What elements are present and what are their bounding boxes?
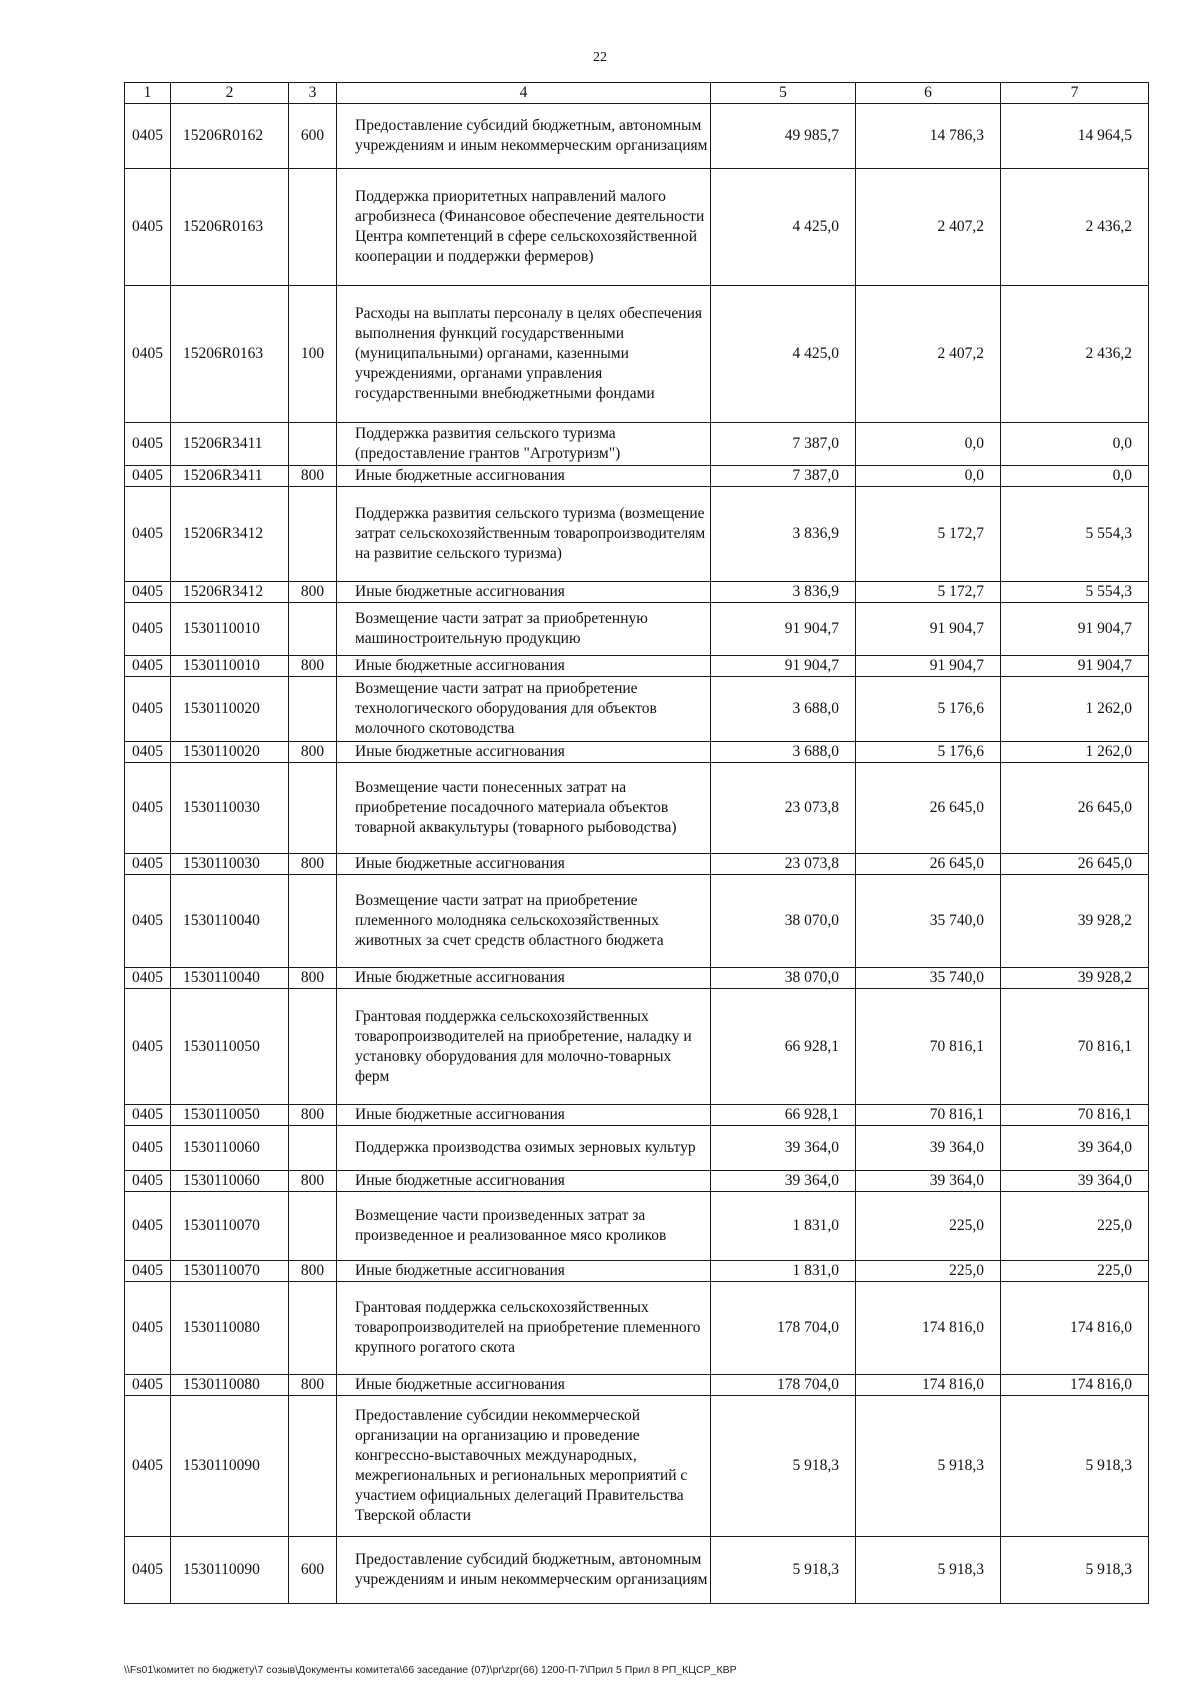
cell-amount-1: 3 688,0 xyxy=(711,742,856,763)
cell-name: Иные бюджетные ассигнования xyxy=(337,968,711,989)
cell-target-article: 1530110060 xyxy=(171,1171,289,1192)
cell-amount-3: 225,0 xyxy=(1001,1192,1149,1261)
table-row xyxy=(125,968,1149,989)
cell-amount-1: 4 425,0 xyxy=(711,169,856,286)
cell-amount-3: 5 554,3 xyxy=(1001,582,1149,603)
cell-amount-2: 91 904,7 xyxy=(856,656,1001,677)
cell-expense-type: 600 xyxy=(289,104,337,169)
cell-expense-type: 800 xyxy=(289,1375,337,1396)
table-header-row xyxy=(125,83,1149,104)
cell-razdel: 0405 xyxy=(125,1105,171,1126)
cell-razdel: 0405 xyxy=(125,1282,171,1375)
cell-target-article: 1530110020 xyxy=(171,677,289,742)
cell-target-article: 15206R3412 xyxy=(171,582,289,603)
cell-amount-1: 3 836,9 xyxy=(711,487,856,582)
cell-name: Возмещение части затрат за приобретенную машиностроительную продукцию xyxy=(337,603,711,656)
table-row xyxy=(125,1126,1149,1171)
cell-name: Иные бюджетные ассигнования xyxy=(337,854,711,875)
cell-amount-3: 5 918,3 xyxy=(1001,1396,1149,1537)
cell-expense-type: 800 xyxy=(289,582,337,603)
cell-razdel: 0405 xyxy=(125,169,171,286)
cell-razdel: 0405 xyxy=(125,487,171,582)
table-row xyxy=(125,656,1149,677)
cell-amount-2: 5 918,3 xyxy=(856,1396,1001,1537)
cell-target-article: 1530110070 xyxy=(171,1261,289,1282)
cell-amount-1: 39 364,0 xyxy=(711,1171,856,1192)
cell-expense-type xyxy=(289,1192,337,1261)
budget-table xyxy=(124,82,1149,1604)
cell-expense-type: 800 xyxy=(289,1171,337,1192)
cell-amount-2: 39 364,0 xyxy=(856,1126,1001,1171)
cell-expense-type xyxy=(289,989,337,1105)
table-row xyxy=(125,1171,1149,1192)
table-row xyxy=(125,1537,1149,1604)
cell-amount-2: 0,0 xyxy=(856,423,1001,466)
cell-name: Предоставление субсидий бюджетным, автономным учреждениям и иным некоммерческим организациям xyxy=(337,1537,711,1604)
table-row xyxy=(125,763,1149,854)
cell-amount-1: 7 387,0 xyxy=(711,423,856,466)
table-row xyxy=(125,1105,1149,1126)
table-row xyxy=(125,1282,1149,1375)
cell-razdel: 0405 xyxy=(125,104,171,169)
column-header: 3 xyxy=(289,83,337,104)
cell-amount-1: 23 073,8 xyxy=(711,854,856,875)
cell-amount-1: 5 918,3 xyxy=(711,1537,856,1604)
cell-amount-3: 26 645,0 xyxy=(1001,854,1149,875)
cell-name: Грантовая поддержка сельскохозяйственных товаропроизводителей на приобретение племенного крупного рогатого скота xyxy=(337,1282,711,1375)
cell-amount-3: 5 918,3 xyxy=(1001,1537,1149,1604)
cell-expense-type xyxy=(289,1282,337,1375)
cell-amount-1: 4 425,0 xyxy=(711,286,856,423)
table-row xyxy=(125,582,1149,603)
cell-razdel: 0405 xyxy=(125,1396,171,1537)
cell-expense-type xyxy=(289,1396,337,1537)
cell-amount-2: 2 407,2 xyxy=(856,286,1001,423)
cell-target-article: 1530110040 xyxy=(171,968,289,989)
cell-expense-type: 800 xyxy=(289,1261,337,1282)
cell-amount-2: 70 816,1 xyxy=(856,1105,1001,1126)
cell-amount-3: 70 816,1 xyxy=(1001,989,1149,1105)
column-header: 1 xyxy=(125,83,171,104)
column-header: 5 xyxy=(711,83,856,104)
cell-razdel: 0405 xyxy=(125,1375,171,1396)
cell-amount-2: 174 816,0 xyxy=(856,1375,1001,1396)
cell-razdel: 0405 xyxy=(125,582,171,603)
cell-amount-2: 225,0 xyxy=(856,1192,1001,1261)
table-row xyxy=(125,603,1149,656)
table-row xyxy=(125,677,1149,742)
cell-expense-type xyxy=(289,875,337,968)
table-row xyxy=(125,875,1149,968)
cell-name: Поддержка производства озимых зерновых культур xyxy=(337,1126,711,1171)
table-row xyxy=(125,286,1149,423)
cell-amount-3: 2 436,2 xyxy=(1001,286,1149,423)
column-header: 4 xyxy=(337,83,711,104)
cell-amount-3: 39 364,0 xyxy=(1001,1126,1149,1171)
table-row xyxy=(125,169,1149,286)
table-row xyxy=(125,742,1149,763)
table-row xyxy=(125,423,1149,466)
cell-expense-type: 800 xyxy=(289,466,337,487)
cell-target-article: 15206R0163 xyxy=(171,286,289,423)
cell-razdel: 0405 xyxy=(125,854,171,875)
cell-razdel: 0405 xyxy=(125,1537,171,1604)
cell-name: Поддержка развития сельского туризма (предоставление грантов "Агротуризм") xyxy=(337,423,711,466)
cell-expense-type: 800 xyxy=(289,854,337,875)
cell-amount-1: 178 704,0 xyxy=(711,1375,856,1396)
cell-target-article: 1530110010 xyxy=(171,656,289,677)
cell-name: Грантовая поддержка сельскохозяйственных товаропроизводителей на приобретение, наладку и установку оборудования для молочно-товарных ферм xyxy=(337,989,711,1105)
cell-target-article: 1530110070 xyxy=(171,1192,289,1261)
cell-amount-1: 39 364,0 xyxy=(711,1126,856,1171)
cell-amount-2: 225,0 xyxy=(856,1261,1001,1282)
cell-name: Возмещение части произведенных затрат за произведенное и реализованное мясо кроликов xyxy=(337,1192,711,1261)
cell-razdel: 0405 xyxy=(125,1261,171,1282)
cell-amount-2: 0,0 xyxy=(856,466,1001,487)
file-path-footer: \\Fs01\комитет по бюджету\7 созыв\Документы комитета\66 заседание (07)\pr\zpr(66) 1200-П-7\Прил 5 Прил 8 РП_КЦСР_КВР xyxy=(124,1664,737,1676)
cell-expense-type xyxy=(289,677,337,742)
cell-razdel: 0405 xyxy=(125,763,171,854)
cell-target-article: 1530110080 xyxy=(171,1282,289,1375)
cell-amount-2: 5 176,6 xyxy=(856,677,1001,742)
column-header: 6 xyxy=(856,83,1001,104)
cell-amount-2: 2 407,2 xyxy=(856,169,1001,286)
cell-target-article: 1530110020 xyxy=(171,742,289,763)
cell-expense-type: 100 xyxy=(289,286,337,423)
table-row xyxy=(125,1261,1149,1282)
cell-expense-type: 800 xyxy=(289,742,337,763)
cell-amount-3: 5 554,3 xyxy=(1001,487,1149,582)
cell-razdel: 0405 xyxy=(125,875,171,968)
cell-name: Иные бюджетные ассигнования xyxy=(337,582,711,603)
cell-amount-2: 26 645,0 xyxy=(856,763,1001,854)
table-body xyxy=(125,104,1149,1604)
cell-target-article: 15206R3411 xyxy=(171,423,289,466)
cell-target-article: 1530110090 xyxy=(171,1537,289,1604)
cell-amount-2: 5 918,3 xyxy=(856,1537,1001,1604)
cell-amount-2: 39 364,0 xyxy=(856,1171,1001,1192)
cell-amount-1: 1 831,0 xyxy=(711,1261,856,1282)
cell-amount-1: 91 904,7 xyxy=(711,656,856,677)
cell-name: Иные бюджетные ассигнования xyxy=(337,656,711,677)
cell-amount-3: 39 928,2 xyxy=(1001,875,1149,968)
cell-razdel: 0405 xyxy=(125,423,171,466)
cell-amount-3: 70 816,1 xyxy=(1001,1105,1149,1126)
cell-target-article: 1530110030 xyxy=(171,854,289,875)
cell-target-article: 1530110050 xyxy=(171,1105,289,1126)
cell-amount-1: 7 387,0 xyxy=(711,466,856,487)
cell-amount-1: 66 928,1 xyxy=(711,989,856,1105)
cell-amount-3: 174 816,0 xyxy=(1001,1282,1149,1375)
cell-expense-type xyxy=(289,423,337,466)
cell-amount-3: 39 928,2 xyxy=(1001,968,1149,989)
cell-target-article: 1530110090 xyxy=(171,1396,289,1537)
cell-name: Расходы на выплаты персоналу в целях обеспечения выполнения функций государственными (муниципальными) органами, казенными учреждениями, органами управления государственными внебюджетными фондами xyxy=(337,286,711,423)
page-number: 22 xyxy=(593,50,607,65)
cell-expense-type xyxy=(289,1126,337,1171)
cell-amount-1: 66 928,1 xyxy=(711,1105,856,1126)
cell-amount-2: 174 816,0 xyxy=(856,1282,1001,1375)
table-row xyxy=(125,487,1149,582)
cell-razdel: 0405 xyxy=(125,656,171,677)
cell-name: Иные бюджетные ассигнования xyxy=(337,742,711,763)
cell-amount-3: 91 904,7 xyxy=(1001,603,1149,656)
cell-target-article: 1530110080 xyxy=(171,1375,289,1396)
cell-name: Иные бюджетные ассигнования xyxy=(337,1375,711,1396)
cell-name: Предоставление субсидий бюджетным, автономным учреждениям и иным некоммерческим организациям xyxy=(337,104,711,169)
cell-name: Иные бюджетные ассигнования xyxy=(337,1261,711,1282)
table-row xyxy=(125,1192,1149,1261)
cell-razdel: 0405 xyxy=(125,742,171,763)
cell-amount-3: 1 262,0 xyxy=(1001,677,1149,742)
cell-expense-type: 800 xyxy=(289,968,337,989)
cell-expense-type xyxy=(289,169,337,286)
cell-amount-2: 35 740,0 xyxy=(856,875,1001,968)
cell-target-article: 1530110040 xyxy=(171,875,289,968)
cell-amount-1: 23 073,8 xyxy=(711,763,856,854)
cell-amount-3: 26 645,0 xyxy=(1001,763,1149,854)
cell-name: Поддержка приоритетных направлений малого агробизнеса (Финансовое обеспечение деятельности Центра компетенций в сфере сельскохозяйственной кооперации и поддержки фермеров) xyxy=(337,169,711,286)
cell-amount-1: 3 688,0 xyxy=(711,677,856,742)
cell-amount-1: 38 070,0 xyxy=(711,875,856,968)
cell-razdel: 0405 xyxy=(125,1192,171,1261)
cell-razdel: 0405 xyxy=(125,466,171,487)
cell-amount-2: 5 176,6 xyxy=(856,742,1001,763)
cell-razdel: 0405 xyxy=(125,968,171,989)
cell-amount-2: 35 740,0 xyxy=(856,968,1001,989)
cell-target-article: 15206R3411 xyxy=(171,466,289,487)
table-row xyxy=(125,466,1149,487)
column-header: 7 xyxy=(1001,83,1149,104)
cell-amount-3: 0,0 xyxy=(1001,466,1149,487)
cell-expense-type: 800 xyxy=(289,656,337,677)
cell-amount-3: 39 364,0 xyxy=(1001,1171,1149,1192)
cell-amount-1: 91 904,7 xyxy=(711,603,856,656)
cell-amount-3: 225,0 xyxy=(1001,1261,1149,1282)
cell-amount-1: 3 836,9 xyxy=(711,582,856,603)
cell-target-article: 1530110050 xyxy=(171,989,289,1105)
cell-target-article: 15206R0163 xyxy=(171,169,289,286)
cell-amount-1: 5 918,3 xyxy=(711,1396,856,1537)
column-header: 2 xyxy=(171,83,289,104)
cell-target-article: 15206R3412 xyxy=(171,487,289,582)
cell-expense-type xyxy=(289,487,337,582)
table-row xyxy=(125,854,1149,875)
cell-amount-3: 1 262,0 xyxy=(1001,742,1149,763)
cell-amount-2: 26 645,0 xyxy=(856,854,1001,875)
cell-expense-type xyxy=(289,603,337,656)
cell-razdel: 0405 xyxy=(125,677,171,742)
cell-razdel: 0405 xyxy=(125,1126,171,1171)
cell-amount-3: 14 964,5 xyxy=(1001,104,1149,169)
cell-razdel: 0405 xyxy=(125,286,171,423)
table-row xyxy=(125,1375,1149,1396)
cell-name: Предоставление субсидии некоммерческой организации на организацию и проведение конгрессно-выставочных международных, межрегиональных и региональных мероприятий с участием официальных делегаций Правительства Тверской области xyxy=(337,1396,711,1537)
cell-amount-3: 91 904,7 xyxy=(1001,656,1149,677)
cell-amount-1: 49 985,7 xyxy=(711,104,856,169)
cell-razdel: 0405 xyxy=(125,603,171,656)
cell-expense-type: 600 xyxy=(289,1537,337,1604)
cell-name: Возмещение части затрат на приобретение племенного молодняка сельскохозяйственных животных за счет средств областного бюджета xyxy=(337,875,711,968)
cell-amount-2: 91 904,7 xyxy=(856,603,1001,656)
cell-name: Поддержка развития сельского туризма (возмещение затрат сельскохозяйственным товаропроизводителям на развитие сельского туризма) xyxy=(337,487,711,582)
cell-amount-2: 14 786,3 xyxy=(856,104,1001,169)
table-row xyxy=(125,1396,1149,1537)
cell-target-article: 1530110010 xyxy=(171,603,289,656)
cell-name: Иные бюджетные ассигнования xyxy=(337,466,711,487)
table-row xyxy=(125,104,1149,169)
cell-amount-3: 2 436,2 xyxy=(1001,169,1149,286)
cell-amount-2: 5 172,7 xyxy=(856,487,1001,582)
cell-name: Иные бюджетные ассигнования xyxy=(337,1105,711,1126)
cell-amount-2: 70 816,1 xyxy=(856,989,1001,1105)
cell-razdel: 0405 xyxy=(125,989,171,1105)
cell-razdel: 0405 xyxy=(125,1171,171,1192)
cell-amount-3: 174 816,0 xyxy=(1001,1375,1149,1396)
cell-amount-1: 38 070,0 xyxy=(711,968,856,989)
cell-amount-1: 178 704,0 xyxy=(711,1282,856,1375)
cell-name: Возмещение части понесенных затрат на приобретение посадочного материала объектов товарной аквакультуры (товарного рыбоводства) xyxy=(337,763,711,854)
cell-name: Иные бюджетные ассигнования xyxy=(337,1171,711,1192)
table-row xyxy=(125,989,1149,1105)
cell-target-article: 1530110060 xyxy=(171,1126,289,1171)
cell-amount-1: 1 831,0 xyxy=(711,1192,856,1261)
cell-target-article: 1530110030 xyxy=(171,763,289,854)
cell-expense-type xyxy=(289,763,337,854)
cell-expense-type: 800 xyxy=(289,1105,337,1126)
cell-target-article: 15206R0162 xyxy=(171,104,289,169)
cell-amount-2: 5 172,7 xyxy=(856,582,1001,603)
cell-name: Возмещение части затрат на приобретение технологического оборудования для объектов молочного скотоводства xyxy=(337,677,711,742)
cell-amount-3: 0,0 xyxy=(1001,423,1149,466)
